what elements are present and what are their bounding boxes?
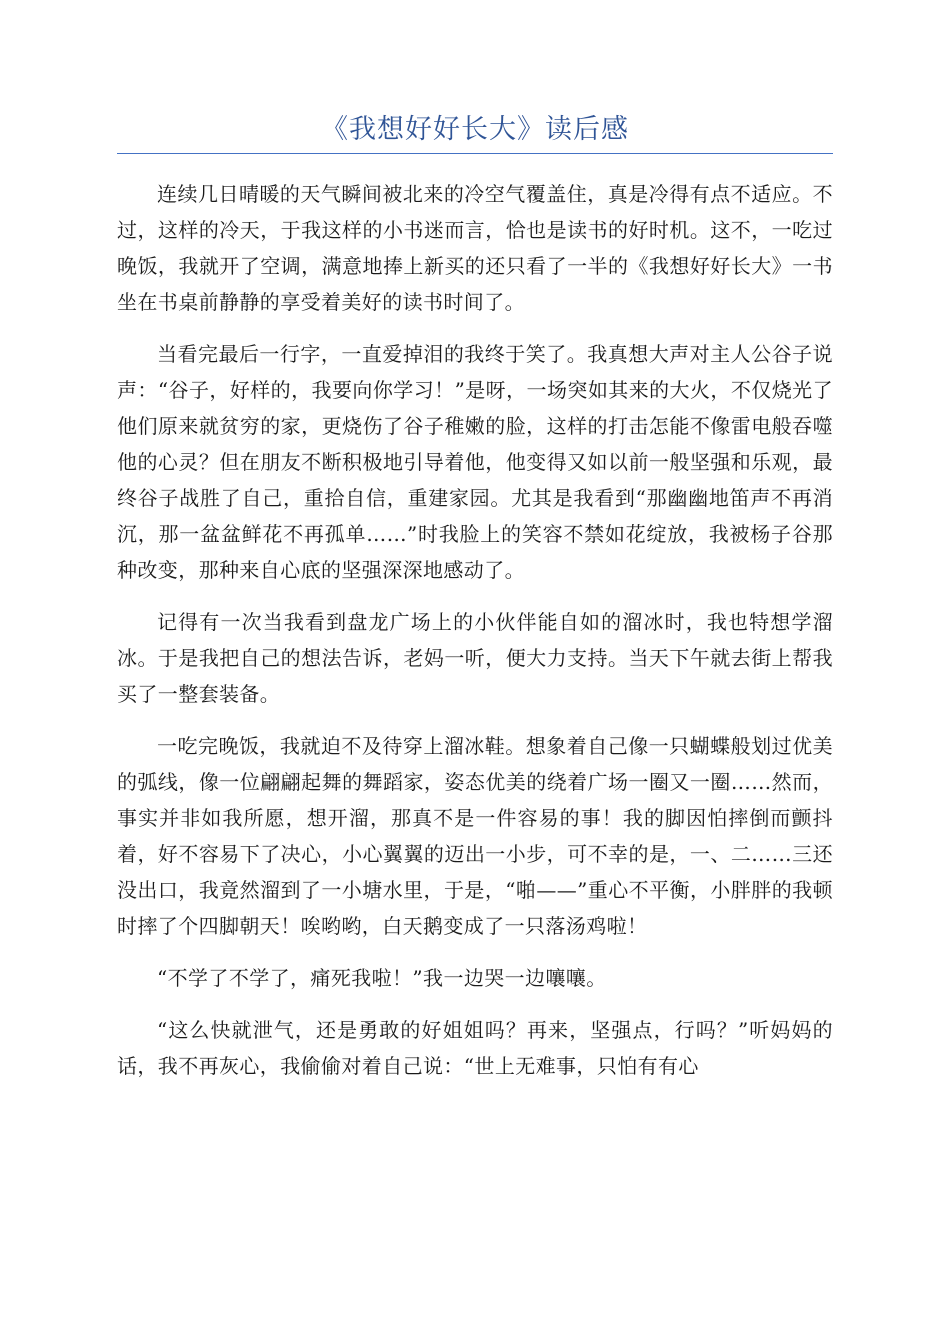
paragraph-6: “这么快就泄气，还是勇敢的好姐姐吗？再来，坚强点，行吗？”听妈妈的话，我不再灰心，我偷偷对着自己说：“世上无难事，只怕有有心 (117, 1018, 833, 1078)
paragraph-2: 当看完最后一行字，一直爱掉泪的我终于笑了。我真想大声对主人公谷子说声：“谷子，好样的，我要向你学习！”是呀，一场突如其来的大火，不仅烧光了他们原来就贫穷的家，更烧伤了谷子稚嫩的脸，这样的打击怎能不像雷电般吞噬他的心灵？但在朋友不断积极地引导着他，他变得又如以前一般坚强和乐观，最终谷子战胜了自己，重拾自信，重建家园。尤其是我看到“那幽幽地笛声不再消沉，那一盆盆鲜花不再孤单……”时我脸上的笑容不禁如花绽放，我被杨子谷那种改变，那种来自心底的坚强深深地感动了。 (117, 342, 833, 582)
document-title: 《我想好好长大》读后感 (321, 114, 629, 145)
paragraph-3: 记得有一次当我看到盘龙广场上的小伙伴能自如的溜冰时，我也特想学溜冰。于是我把自己的想法告诉，老妈一听，便大力支持。当天下午就去街上帮我买了一整套装备。 (117, 610, 833, 706)
paragraph-1: 连续几日晴暖的天气瞬间被北来的冷空气覆盖住，真是冷得有点不适应。不过，这样的冷天，于我这样的小书迷而言，恰也是读书的好时机。这不，一吃过晚饭，我就开了空调，满意地捧上新买的还只看了一半的《我想好好长大》一书坐在书桌前静静的享受着美好的读书时间了。 (117, 182, 833, 314)
paragraph-5: “不学了不学了，痛死我啦！”我一边哭一边嚷嚷。 (157, 966, 607, 990)
title-underline (117, 153, 833, 154)
paragraph-4: 一吃完晚饭，我就迫不及待穿上溜冰鞋。想象着自己像一只蝴蝶般划过优美的弧线，像一位翩翩起舞的舞蹈家，姿态优美的绕着广场一圈又一圈……然而，事实并非如我所愿，想开溜，那真不是一件容易的事！我的脚因怕摔倒而颤抖着，好不容易下了决心，小心翼翼的迈出一小步，可不幸的是，一、二……三还没出口，我竟然溜到了一小塘水里，于是，“啪——”重心不平衡，小胖胖的我顿时摔了个四脚朝天！唉哟哟，白天鹅变成了一只落汤鸡啦！ (117, 734, 833, 938)
document-body (117, 176, 833, 1100)
